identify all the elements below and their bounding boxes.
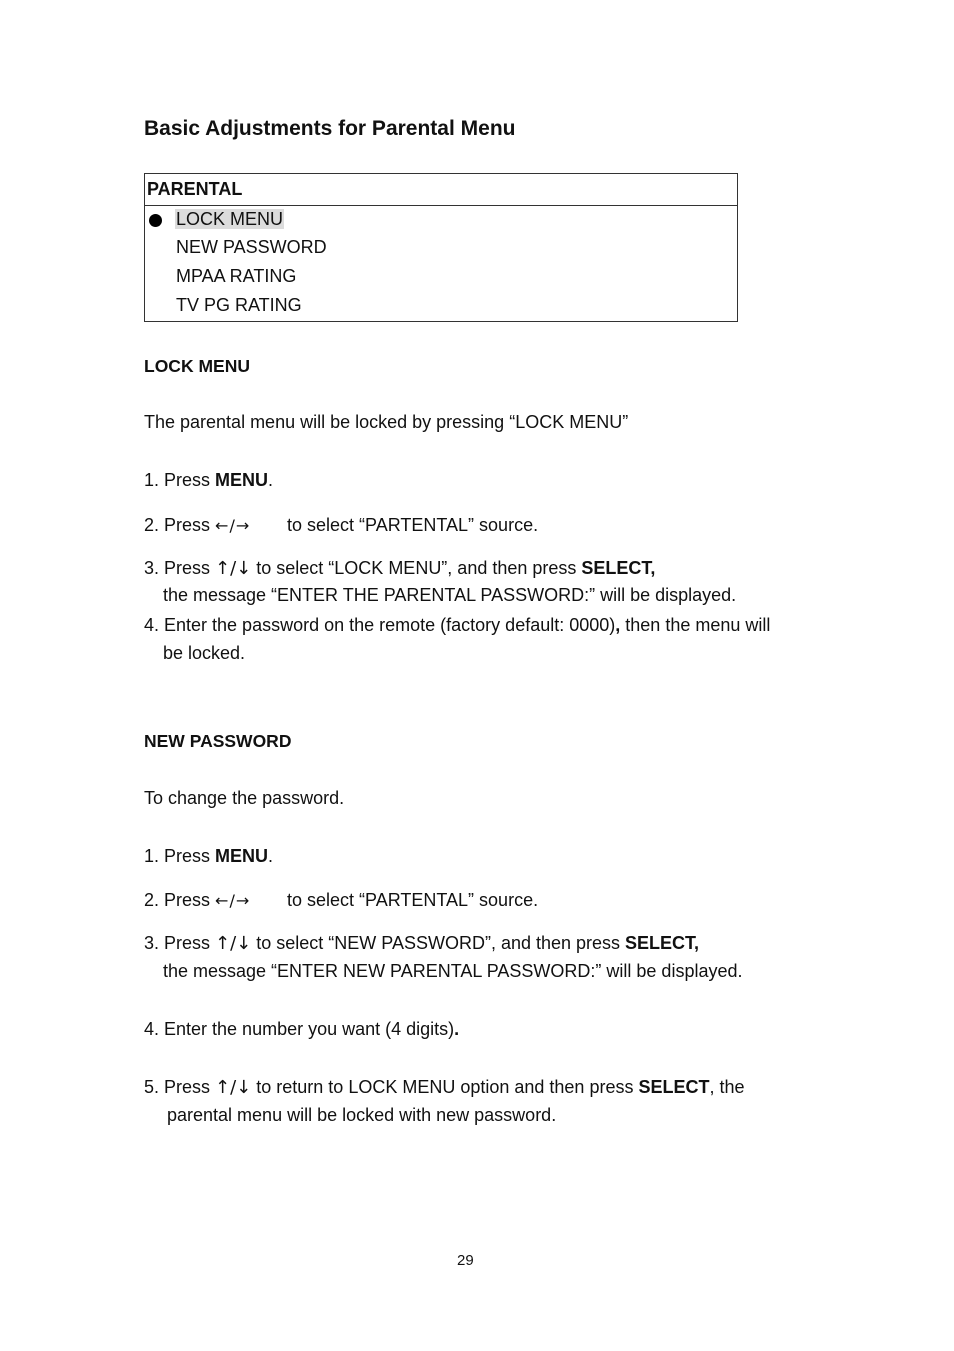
page-title: Basic Adjustments for Parental Menu bbox=[144, 117, 516, 140]
step-text: . bbox=[268, 846, 274, 866]
left-right-arrow-icon: ←/→ bbox=[215, 891, 251, 910]
step-text: to return to LOCK MENU option and then press bbox=[251, 1077, 639, 1097]
new-password-step-3-line-2: the message “ENTER NEW PARENTAL PASSWORD:” will be displayed. bbox=[163, 961, 743, 981]
step-bold: SELECT bbox=[638, 1077, 710, 1097]
step-bold: MENU bbox=[215, 470, 269, 490]
step-bold: . bbox=[454, 1019, 460, 1039]
step-text: , the bbox=[709, 1077, 745, 1097]
up-down-arrow-icon: ↑/↓ bbox=[215, 933, 252, 954]
step-bold: SELECT, bbox=[625, 933, 700, 953]
lock-menu-step-4-line-2: be locked. bbox=[163, 643, 246, 663]
step-text: 4. Enter the password on the remote (factory default: 0000) bbox=[144, 615, 616, 635]
menu-item-new-password: NEW PASSWORD bbox=[176, 237, 327, 257]
step-text: to select “NEW PASSWORD”, and then press bbox=[251, 933, 626, 953]
new-password-step-5-line-2: parental menu will be locked with new password. bbox=[167, 1105, 557, 1125]
step-text: 1. Press bbox=[144, 470, 216, 490]
new-password-heading: NEW PASSWORD bbox=[144, 731, 292, 751]
lock-menu-step-3 bbox=[144, 558, 655, 579]
lock-menu-step-2 bbox=[144, 515, 250, 536]
lock-menu-step-2-text: to select “PARTENTAL” source. bbox=[287, 515, 539, 535]
menu-item-lock-menu-label: LOCK MENU bbox=[176, 209, 284, 229]
lock-menu-heading: LOCK MENU bbox=[144, 356, 250, 376]
new-password-step-5 bbox=[144, 1077, 745, 1098]
lock-menu-intro: The parental menu will be locked by pressing “LOCK MENU” bbox=[144, 412, 629, 432]
step-text: 3. Press bbox=[144, 558, 216, 578]
step-text: 2. Press bbox=[144, 515, 216, 535]
step-text: 1. Press bbox=[144, 846, 216, 866]
step-text: . bbox=[268, 470, 274, 490]
lock-menu-step-3-line-2: the message “ENTER THE PARENTAL PASSWORD:” will be displayed. bbox=[163, 585, 737, 605]
new-password-step-4 bbox=[144, 1019, 459, 1040]
new-password-step-1 bbox=[144, 846, 273, 867]
up-down-arrow-icon: ↑/↓ bbox=[215, 1077, 252, 1098]
selected-bullet-icon bbox=[149, 214, 162, 227]
menu-item-mpaa-rating: MPAA RATING bbox=[176, 266, 297, 286]
step-text: then the menu will bbox=[620, 615, 771, 635]
new-password-intro: To change the password. bbox=[144, 788, 345, 808]
up-down-arrow-icon: ↑/↓ bbox=[215, 558, 252, 579]
step-text: 2. Press bbox=[144, 890, 216, 910]
parental-menu-box bbox=[144, 173, 738, 322]
step-bold: , bbox=[615, 615, 621, 635]
step-bold: MENU bbox=[215, 846, 269, 866]
step-text: 5. Press bbox=[144, 1077, 216, 1097]
page-number: 29 bbox=[457, 1252, 474, 1269]
new-password-step-2-text: to select “PARTENTAL” source. bbox=[287, 890, 539, 910]
lock-menu-step-4 bbox=[144, 615, 770, 636]
lock-menu-step-1 bbox=[144, 470, 273, 491]
menu-item-lock-menu bbox=[176, 209, 284, 230]
new-password-step-3 bbox=[144, 933, 699, 954]
step-bold: SELECT, bbox=[581, 558, 656, 578]
step-text: to select “LOCK MENU”, and then press bbox=[251, 558, 582, 578]
menu-item-tv-pg-rating: TV PG RATING bbox=[176, 295, 302, 315]
parental-menu-header-label: PARENTAL bbox=[147, 179, 243, 199]
left-right-arrow-icon: ←/→ bbox=[215, 516, 251, 535]
new-password-step-2 bbox=[144, 890, 250, 911]
parental-menu-header bbox=[145, 174, 737, 206]
step-text: 3. Press bbox=[144, 933, 216, 953]
step-text: 4. Enter the number you want (4 digits) bbox=[144, 1019, 455, 1039]
